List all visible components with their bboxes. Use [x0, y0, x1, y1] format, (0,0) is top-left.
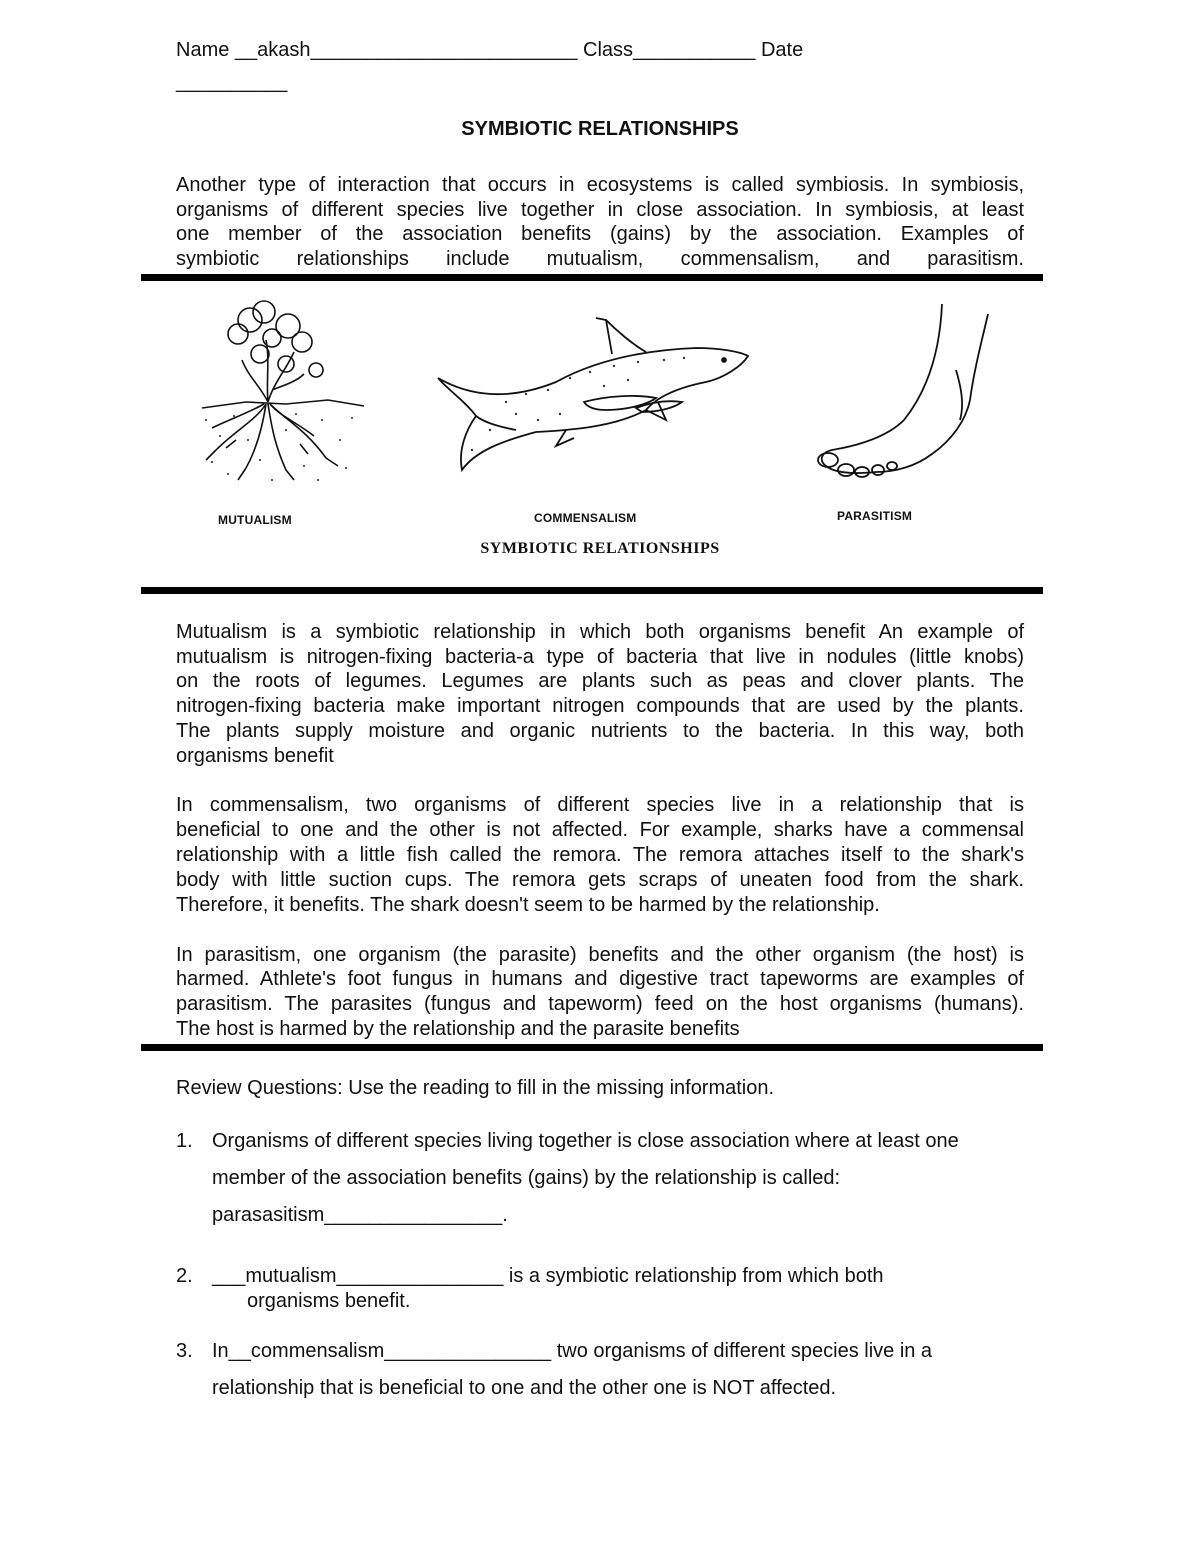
caption-mutualism: MUTUALISM — [218, 513, 292, 527]
question-number: 3. — [176, 1340, 193, 1362]
divider-rule — [141, 587, 1043, 594]
symbiosis-figure — [176, 290, 1024, 580]
mutualism-line: organisms benefit — [176, 745, 334, 767]
question-number: 1. — [176, 1130, 193, 1152]
foot-illustration — [818, 304, 988, 477]
commensalism-line: relationship with a little fish called the remora. The remora attaches itself to the shark's — [176, 844, 1024, 866]
intro-line: symbiotic relationships include mutualism, commensalism, and parasitism. — [176, 248, 1024, 270]
figure-illustrations — [176, 290, 1024, 580]
name-class-date-line: Name __akash________________________ Class___________ Date — [176, 39, 804, 61]
question-text: organisms benefit. — [247, 1290, 411, 1312]
shark-illustration — [438, 318, 748, 470]
commensalism-line: In commensalism, two organisms of different species live in a relationship that is — [176, 794, 1024, 816]
answer-field[interactable]: In__commensalism_______________ two organisms of different species live in a — [212, 1340, 933, 1362]
parasitism-line: parasitism. The parasites (fungus and tapeworm) feed on the host organisms (humans). — [176, 993, 1024, 1015]
page-title: SYMBIOTIC RELATIONSHIPS — [461, 118, 739, 140]
commensalism-line: beneficial to one and the other is not affected. For example, sharks have a commensal — [176, 819, 1024, 841]
question-text: member of the association benefits (gains) by the relationship is called: — [212, 1167, 841, 1189]
parasitism-line: The host is harmed by the relationship and the parasite benefits — [176, 1018, 740, 1040]
intro-line: organisms of different species live together in close association. In symbiosis, at least — [176, 199, 1024, 221]
divider-rule — [141, 1044, 1043, 1051]
mutualism-line: The plants supply moisture and organic nutrients to the bacteria. In this way, both — [176, 720, 1024, 742]
date-blank-line: __________ — [176, 71, 288, 93]
clover-plant-illustration — [202, 301, 364, 480]
mutualism-line: on the roots of legumes. Legumes are plants such as peas and clover plants. The — [176, 670, 1024, 692]
intro-line: one member of the association benefits (gains) by the association. Examples of — [176, 223, 1024, 245]
review-heading: Review Questions: Use the reading to fill in the missing information. — [176, 1077, 775, 1099]
intro-line: Another type of interaction that occurs in ecosystems is called symbiosis. In symbiosis, — [176, 174, 1024, 196]
question-text: relationship that is beneficial to one and the other one is NOT affected. — [212, 1377, 837, 1399]
answer-field[interactable]: ___mutualism_______________ is a symbiotic relationship from which both — [212, 1265, 884, 1287]
figure-caption: SYMBIOTIC RELATIONSHIPS — [480, 540, 720, 557]
caption-commensalism: COMMENSALISM — [534, 511, 637, 525]
commensalism-line: Therefore, it benefits. The shark doesn't seem to be harmed by the relationship. — [176, 894, 880, 916]
mutualism-line: mutualism is nitrogen-fixing bacteria-a type of bacteria that live in nodules (little knobs) — [176, 646, 1024, 668]
question-number: 2. — [176, 1265, 193, 1287]
mutualism-line: nitrogen-fixing bacteria make important nitrogen compounds that are used by the plants. — [176, 695, 1024, 717]
answer-field[interactable]: parasasitism________________. — [212, 1204, 508, 1226]
question-text: Organisms of different species living together is close association where at least one — [212, 1130, 959, 1152]
divider-rule — [141, 274, 1043, 281]
mutualism-line: Mutualism is a symbiotic relationship in which both organisms benefit An example of — [176, 621, 1024, 643]
parasitism-line: In parasitism, one organism (the parasite) benefits and the other organism (the host) is — [176, 944, 1024, 966]
commensalism-line: body with little suction cups. The remora gets scraps of uneaten food from the shark. — [176, 869, 1024, 891]
parasitism-line: harmed. Athlete's foot fungus in humans and digestive tract tapeworms are examples of — [176, 968, 1024, 990]
caption-parasitism: PARASITISM — [837, 509, 913, 523]
